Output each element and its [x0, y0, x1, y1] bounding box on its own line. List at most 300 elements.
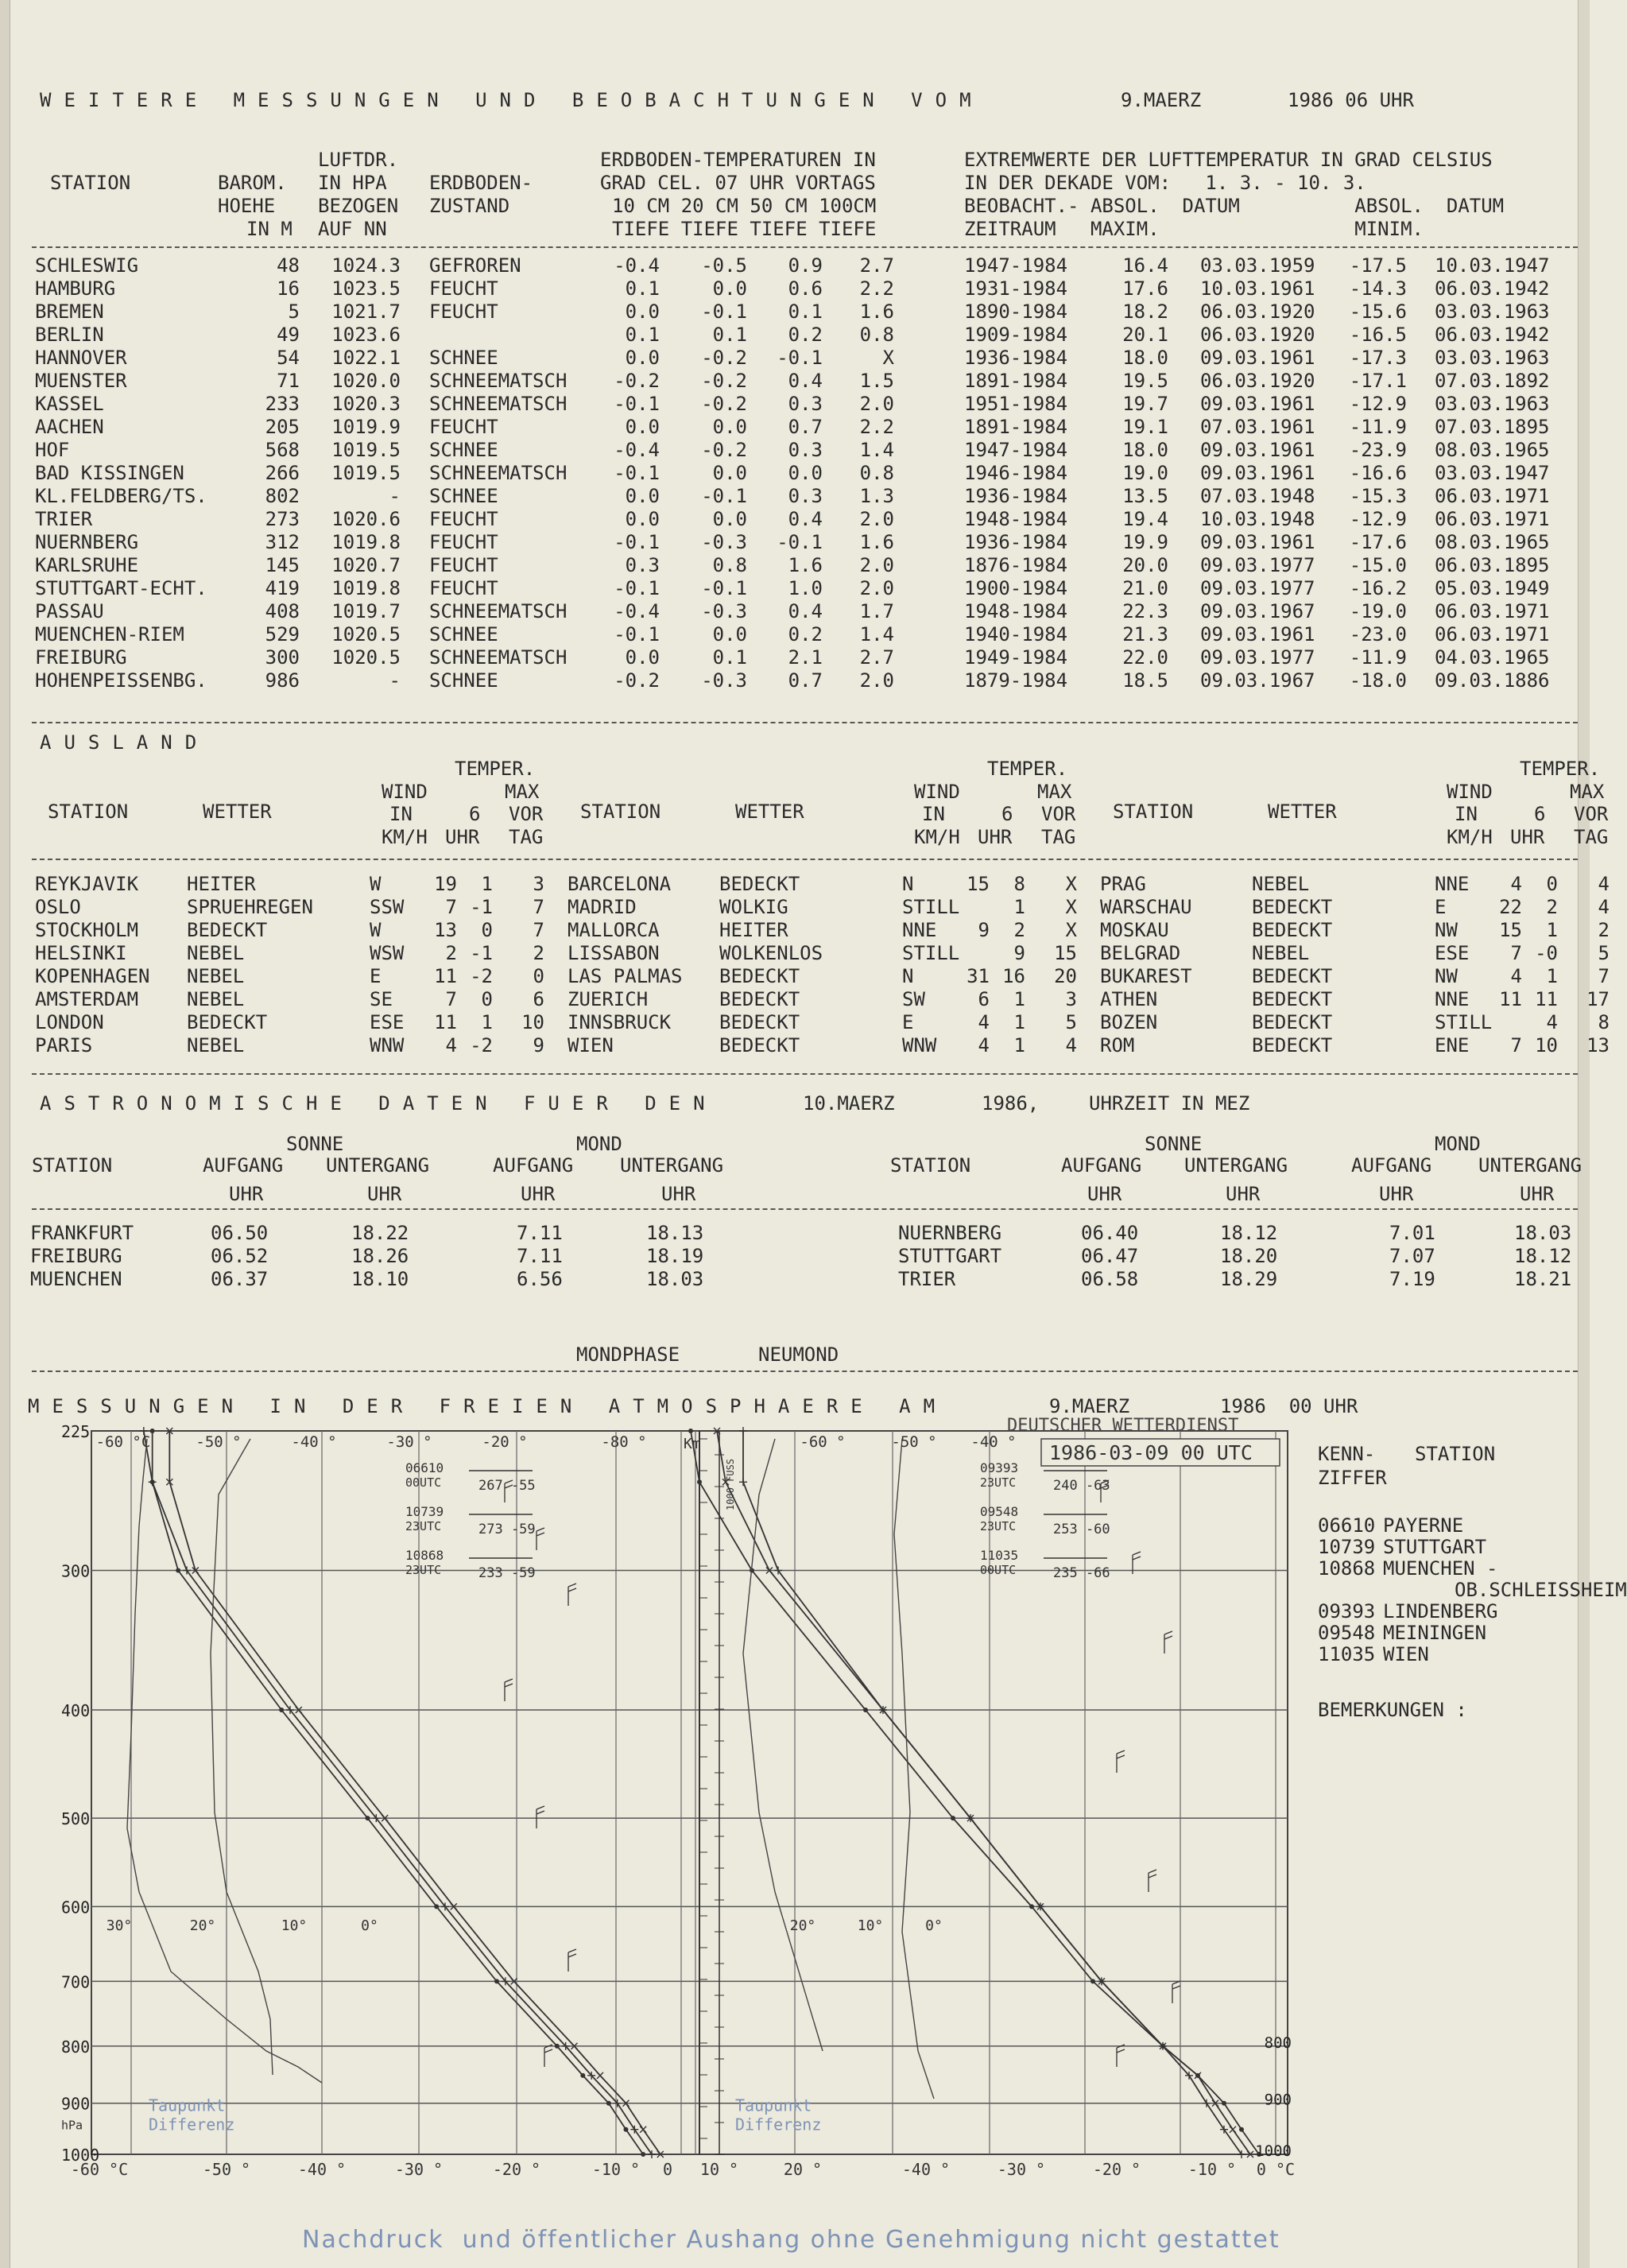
ausland-table — [24, 873, 1610, 1057]
max-temp-prev-day: 20 — [1054, 965, 1077, 987]
sunset: 18.29 — [1220, 1268, 1278, 1290]
wind-direction: WNW — [902, 1034, 937, 1056]
curve-point — [606, 2101, 611, 2106]
ground-state: SCHNEE — [429, 669, 498, 692]
weather: BEDECKT — [719, 988, 800, 1010]
table-row — [24, 1245, 1579, 1268]
max-temp-prev-day: 3 — [1065, 988, 1077, 1010]
wind-barb — [1117, 1750, 1125, 1773]
weather: BEDECKT — [1252, 919, 1333, 941]
air-pressure: 1020.7 — [331, 554, 401, 576]
foreign-station: WIEN — [568, 1034, 614, 1056]
max-temp-prev-day: 2 — [1598, 919, 1610, 941]
sunrise: 06.52 — [211, 1245, 269, 1267]
hdr-ext2: IN DER DEKADE VOM: 1. 3. - 10. 3. — [964, 172, 1366, 194]
abs-max: 18.0 — [1122, 439, 1168, 461]
hdr-aufgang: AUFGANG — [1351, 1154, 1432, 1177]
abs-max: 16.4 — [1122, 254, 1168, 277]
legend-utc: 00UTC — [980, 1563, 1017, 1577]
astro-station: FREIBURG — [30, 1245, 122, 1267]
hdr-tag: TAG — [509, 826, 544, 848]
foreign-station: BUKAREST — [1100, 965, 1192, 987]
soil-temp-10cm: -0.4 — [614, 600, 660, 622]
wind-direction: STILL — [1435, 1011, 1493, 1033]
abs-max: 18.0 — [1122, 347, 1168, 369]
temperature-top-label: -80 ° — [601, 1433, 647, 1451]
soil-temp-100cm: 2.2 — [859, 277, 894, 300]
curve-point — [1230, 2126, 1236, 2133]
soil-temp-100cm: 0.8 — [859, 324, 894, 346]
temperature-axis-label: -10 ° — [1187, 2160, 1237, 2179]
observation-period: 1948-1984 — [964, 600, 1068, 622]
astro-station: MUENCHEN — [30, 1268, 122, 1290]
hdr-station: STATION — [580, 801, 661, 823]
soil-temp-10cm: -0.1 — [614, 531, 660, 553]
abs-max: 19.4 — [1122, 508, 1168, 530]
pressure-label: 900 — [61, 2094, 91, 2114]
wind-speed: 6 — [978, 988, 990, 1010]
dewpoint-axis-label: 10° — [857, 1917, 884, 1935]
station-height: 145 — [265, 554, 300, 576]
abs-min-date: 05.03.1949 — [1435, 577, 1550, 599]
curve-point — [555, 2044, 560, 2049]
table-row — [24, 531, 1579, 554]
abs-min: -16.2 — [1349, 577, 1407, 599]
station-name: TRIER — [35, 508, 93, 530]
abs-max: 20.0 — [1122, 554, 1168, 576]
hdr-untergang: UNTERGANG — [1184, 1154, 1288, 1177]
table-row — [24, 508, 1579, 531]
legend-utc: 23UTC — [980, 1475, 1017, 1490]
temp-6uhr: -2 — [470, 1034, 493, 1056]
soil-temp-20cm: -0.3 — [701, 600, 747, 622]
soil-temp-50cm: 0.2 — [788, 324, 823, 346]
curve-point — [366, 1816, 370, 1820]
wind-speed: 4 — [978, 1011, 990, 1033]
wind-speed: 15 — [1499, 919, 1522, 941]
wind-barb — [1149, 1870, 1156, 1892]
hdr-erd2: GRAD CEL. 07 UHR VORTAGS — [600, 172, 876, 194]
hdr-kmh: KM/H — [1447, 826, 1493, 848]
legend-values: 235 -66 — [1053, 1565, 1110, 1581]
divider — [32, 1073, 1578, 1075]
divider — [32, 722, 1578, 723]
station-name: BERLIN — [35, 324, 104, 346]
abs-max-date: 07.03.1961 — [1200, 416, 1315, 438]
dewpoint-curve — [127, 1439, 322, 2083]
table-row — [24, 554, 1579, 577]
abs-max: 22.3 — [1122, 600, 1168, 622]
soil-temp-100cm: 0.8 — [859, 462, 894, 484]
sunrise: 06.37 — [211, 1268, 269, 1290]
hdr-ext3: BEOBACHT.- ABSOL. DATUM ABSOL. DATUM — [964, 195, 1505, 217]
observation-period: 1946-1984 — [964, 462, 1068, 484]
atmo-title: MESSUNGEN IN DER FREIEN ATMOSPHAERE AM — [28, 1395, 948, 1417]
abs-min: -11.9 — [1349, 416, 1407, 438]
astro-station: TRIER — [898, 1268, 956, 1290]
temp-6uhr: 1 — [1013, 1034, 1025, 1056]
wind-direction: SE — [370, 988, 393, 1010]
temperature-top-label: -20 ° — [482, 1433, 528, 1451]
sunrise: 06.40 — [1081, 1222, 1139, 1244]
sunset: 18.20 — [1220, 1245, 1278, 1267]
hdr-bezogen: BEZOGEN — [318, 195, 399, 217]
soil-temp-10cm: -0.4 — [614, 254, 660, 277]
air-pressure: 1019.5 — [331, 439, 401, 461]
station-name: MUENCHEN-RIEM — [35, 623, 184, 646]
soil-temp-100cm: 2.7 — [859, 646, 894, 669]
pressure-label: 300 — [61, 1561, 91, 1581]
soil-temp-20cm: -0.3 — [701, 669, 747, 692]
curve-point — [688, 1429, 693, 1433]
temp-6uhr: 16 — [1002, 965, 1025, 987]
observation-period: 1947-1984 — [964, 439, 1068, 461]
max-temp-prev-day: 8 — [1598, 1011, 1610, 1033]
soil-temp-10cm: -0.1 — [614, 623, 660, 646]
station-code-item — [1318, 1579, 1627, 1602]
station-name: BAD KISSINGEN — [35, 462, 184, 484]
abs-min-date: 03.03.1963 — [1435, 393, 1550, 415]
temperature-axis-label: -40 ° — [901, 2160, 951, 2179]
wind-direction: SW — [902, 988, 925, 1010]
soil-temp-100cm: X — [882, 347, 894, 369]
station-height: 205 — [265, 416, 300, 438]
wind-speed: 15 — [967, 873, 990, 895]
soil-temp-10cm: 0.0 — [625, 485, 660, 507]
abs-min: -23.9 — [1349, 439, 1407, 461]
wind-direction: N — [902, 873, 914, 895]
abs-max: 18.5 — [1122, 669, 1168, 692]
right-pressure-label: 900 — [1264, 2091, 1292, 2109]
taupunkt-label: Taupunkt — [149, 2095, 226, 2115]
moonrise: 7.19 — [1389, 1268, 1435, 1290]
hdr-temper: TEMPER. — [455, 758, 536, 780]
hdr-temper: TEMPER. — [1520, 758, 1601, 780]
astro-title: ASTRONOMISCHE DATEN FUER DEN — [40, 1092, 718, 1115]
printout-sheet — [24, 0, 1627, 2268]
hdr-untergang: UNTERGANG — [1478, 1154, 1582, 1177]
abs-max-date: 06.03.1920 — [1200, 370, 1315, 392]
abs-min: -23.0 — [1349, 623, 1407, 646]
foreign-station: LONDON — [35, 1011, 104, 1033]
soil-temp-10cm: 0.0 — [625, 646, 660, 669]
soil-temp-20cm: -0.1 — [701, 485, 747, 507]
table-row — [24, 300, 1579, 324]
legend-station-id: 10739 — [405, 1504, 444, 1519]
table-row — [24, 965, 1610, 988]
weather: BEDECKT — [1252, 896, 1333, 918]
foreign-station: ATHEN — [1100, 988, 1158, 1010]
soil-temp-20cm: 0.0 — [712, 508, 747, 530]
astro-station: FRANKFURT — [30, 1222, 134, 1244]
max-temp-prev-day: X — [1065, 873, 1077, 895]
hdr-aufgang: AUFGANG — [1061, 1154, 1142, 1177]
table-row — [24, 896, 1610, 919]
air-pressure: 1020.5 — [331, 623, 401, 646]
station-name: MUENSTER — [35, 370, 127, 392]
table-row — [24, 600, 1579, 623]
table-row — [24, 669, 1579, 692]
foreign-station: LISSABON — [568, 942, 660, 964]
temp-6uhr: 2 — [1546, 896, 1558, 918]
table-row — [24, 646, 1579, 669]
astro-station: NUERNBERG — [898, 1222, 1002, 1244]
moonrise: 7.11 — [517, 1245, 563, 1267]
foreign-station: MOSKAU — [1100, 919, 1169, 941]
station-code: 06610 — [1318, 1514, 1376, 1537]
moonrise: 7.07 — [1389, 1245, 1435, 1267]
weather: BEDECKT — [719, 965, 800, 987]
table-row — [24, 1268, 1579, 1291]
abs-max-date: 09.03.1961 — [1200, 439, 1315, 461]
curve-point — [1029, 1904, 1034, 1909]
dewpoint-axis-label: 20° — [789, 1917, 816, 1935]
max-temp-prev-day: 17 — [1586, 988, 1610, 1010]
hdr-erd3: 10 CM 20 CM 50 CM 100CM — [612, 195, 877, 217]
soil-temp-20cm: 0.0 — [712, 416, 747, 438]
temperature-axis-label: -20 ° — [1092, 2160, 1141, 2179]
observation-period: 1909-1984 — [964, 324, 1068, 346]
sunrise: 06.47 — [1081, 1245, 1139, 1267]
taupunkt-label: Differenz — [735, 2115, 822, 2134]
hdr-uhr: UHR — [1510, 826, 1545, 848]
temp-6uhr: 1 — [481, 1011, 493, 1033]
pressure-label: 500 — [61, 1809, 91, 1829]
curve-point — [640, 2126, 646, 2133]
hdr-station: STATION — [890, 1154, 971, 1177]
station-name: PASSAU — [35, 600, 104, 622]
legend-station-id: 09548 — [980, 1504, 1019, 1519]
air-pressure: 1019.7 — [331, 600, 401, 622]
hdr-max: MAX — [505, 781, 540, 803]
weather: BEDECKT — [187, 919, 268, 941]
legend-utc: 00UTC — [405, 1475, 442, 1490]
air-pressure: 1019.9 — [331, 416, 401, 438]
air-pressure: 1020.3 — [331, 393, 401, 415]
wind-direction: NNE — [1435, 988, 1470, 1010]
ground-state: FEUCHT — [429, 277, 498, 300]
wind-speed: 2 — [445, 942, 457, 964]
wind-speed: 4 — [445, 1034, 457, 1056]
station-code: 10868 — [1318, 1557, 1376, 1580]
wind-barb — [1117, 2045, 1125, 2067]
foreign-station: BELGRAD — [1100, 942, 1181, 964]
station-name: HOHENPEISSENBG. — [35, 669, 207, 692]
abs-max-date: 09.03.1977 — [1200, 646, 1315, 669]
curve-point — [279, 1708, 284, 1712]
astro-year: 1986, — [982, 1092, 1040, 1115]
wind-speed: 4 — [978, 1034, 990, 1056]
temperature-axis-label: -40 ° — [297, 2160, 347, 2179]
curve-point — [739, 1427, 747, 1435]
curve-point — [434, 1904, 439, 1909]
wind-direction: N — [902, 965, 914, 987]
soil-temp-100cm: 1.5 — [859, 370, 894, 392]
abs-min-date: 03.03.1947 — [1435, 462, 1550, 484]
pressure-label: 400 — [61, 1701, 91, 1721]
station-name: NUERNBERG — [35, 531, 139, 553]
hdr-inhpa: IN HPA — [318, 172, 387, 194]
hdr-sonne: SONNE — [1145, 1133, 1203, 1155]
weather: SPRUEHREGEN — [187, 896, 313, 918]
air-pressure: 1019.8 — [331, 577, 401, 599]
mondphase-value: NEUMOND — [758, 1343, 839, 1366]
moonset: 18.03 — [646, 1268, 704, 1290]
observation-period: 1940-1984 — [964, 623, 1068, 646]
abs-max-date: 03.03.1959 — [1200, 254, 1315, 277]
table-row — [24, 873, 1610, 896]
temp-6uhr: 0 — [481, 919, 493, 941]
temperature-axis-label: 10 ° — [699, 2160, 739, 2179]
km-label: Km — [684, 1436, 701, 1452]
max-temp-prev-day: 2 — [533, 942, 544, 964]
station-name: BREMEN — [35, 300, 104, 323]
wind-direction: SSW — [370, 896, 405, 918]
hdr-wind: WIND — [1447, 781, 1493, 803]
hdr-uhr: UHR — [1379, 1183, 1414, 1205]
soil-temp-10cm: -0.1 — [614, 393, 660, 415]
station-height: 266 — [265, 462, 300, 484]
fuss-label: 1000 FUSS — [725, 1458, 736, 1510]
soil-temp-100cm: 2.2 — [859, 416, 894, 438]
station-code-item — [1318, 1643, 1429, 1666]
station-height: 233 — [265, 393, 300, 415]
curve-point — [739, 1478, 747, 1486]
pressure-label: 225 — [61, 1422, 91, 1441]
weather: BEDECKT — [1252, 1011, 1333, 1033]
soil-temp-20cm: -0.1 — [701, 300, 747, 323]
soil-temp-100cm: 2.7 — [859, 254, 894, 277]
abs-min-date: 08.03.1965 — [1435, 531, 1550, 553]
ausland-title: AUSLAND — [40, 731, 210, 754]
wind-barb — [1172, 1981, 1180, 2003]
temp-6uhr: 1 — [1546, 919, 1558, 941]
table-row — [24, 1011, 1610, 1034]
weather: BEDECKT — [1252, 988, 1333, 1010]
moonset: 18.03 — [1514, 1222, 1572, 1244]
observation-period: 1936-1984 — [964, 347, 1068, 369]
abs-min-date: 10.03.1947 — [1435, 254, 1550, 277]
soil-temp-100cm: 1.6 — [859, 300, 894, 323]
legend-station-id: 10868 — [405, 1548, 444, 1563]
abs-max: 20.1 — [1122, 324, 1168, 346]
ground-state: FEUCHT — [429, 508, 498, 530]
abs-max-date: 09.03.1961 — [1200, 623, 1315, 646]
temperature-top-label: -30 ° — [386, 1433, 432, 1451]
air-pressure: - — [389, 669, 401, 692]
astro-table — [24, 1222, 1579, 1291]
ground-state: FEUCHT — [429, 531, 498, 553]
abs-max: 19.9 — [1122, 531, 1168, 553]
soil-temp-20cm: 0.1 — [712, 324, 747, 346]
station-name: HAMBURG — [35, 277, 116, 300]
ground-state: FEUCHT — [429, 554, 498, 576]
abs-max-date: 09.03.1977 — [1200, 554, 1315, 576]
divider — [32, 1208, 1578, 1210]
air-pressure: 1023.5 — [331, 277, 401, 300]
sunset: 18.22 — [351, 1222, 409, 1244]
weather: BEDECKT — [719, 873, 800, 895]
observation-period: 1890-1984 — [964, 300, 1068, 323]
abs-min-date: 07.03.1892 — [1435, 370, 1550, 392]
wind-direction: ENE — [1435, 1034, 1470, 1056]
sunrise: 06.50 — [211, 1222, 269, 1244]
station-code: 09548 — [1318, 1622, 1376, 1644]
wind-direction: WNW — [370, 1034, 405, 1056]
hdr-untergang: UNTERGANG — [326, 1154, 430, 1177]
soil-temp-50cm: -0.1 — [777, 347, 823, 369]
air-pressure: 1019.5 — [331, 462, 401, 484]
air-pressure: 1023.6 — [331, 324, 401, 346]
foreign-station: LAS PALMAS — [568, 965, 683, 987]
foreign-station: INNSBRUCK — [568, 1011, 672, 1033]
dewpoint-curve — [211, 1439, 273, 2075]
soil-temp-100cm: 2.0 — [859, 669, 894, 692]
curve-point — [580, 2073, 585, 2078]
air-pressure: 1021.7 — [331, 300, 401, 323]
abs-max: 19.1 — [1122, 416, 1168, 438]
wind-speed: 11 — [1499, 988, 1522, 1010]
chart-date: 1986-03-09 00 UTC — [1049, 1441, 1253, 1464]
hdr-wind: WIND — [914, 781, 960, 803]
table-row — [24, 439, 1579, 462]
hdr-ext1: EXTREMWERTE DER LUFTTEMPERATUR IN GRAD CELSIUS — [964, 149, 1493, 171]
hdr-vor: VOR — [1041, 803, 1076, 825]
station-name: STUTTGART — [1383, 1536, 1487, 1558]
hdr-uhr: UHR — [661, 1183, 696, 1205]
moonset: 18.13 — [646, 1222, 704, 1244]
station-code: 09393 — [1318, 1600, 1376, 1622]
hdr-uhr: UHR — [229, 1183, 264, 1205]
soil-temp-50cm: 2.1 — [788, 646, 823, 669]
temp-6uhr: 10 — [1535, 1034, 1558, 1056]
pressure-label: 1000 — [61, 2146, 100, 2165]
weather: BEDECKT — [719, 1034, 800, 1056]
ground-state: SCHNEEMATSCH — [429, 646, 568, 669]
curve-point — [1222, 2101, 1226, 2106]
foreign-station: WARSCHAU — [1100, 896, 1192, 918]
temp-6uhr: -1 — [470, 896, 493, 918]
abs-min-date: 03.03.1963 — [1435, 347, 1550, 369]
hdr-uhr: UHR — [978, 826, 1013, 848]
foreign-station: MADRID — [568, 896, 637, 918]
divider — [32, 246, 1578, 248]
station-name: WIEN — [1383, 1643, 1429, 1665]
max-temp-prev-day: X — [1065, 919, 1077, 941]
temperature-axis-label: 20 ° — [783, 2160, 823, 2179]
temp-6uhr: 11 — [1535, 988, 1558, 1010]
abs-min: -15.3 — [1349, 485, 1407, 507]
table-row — [24, 370, 1579, 393]
wind-direction: ESE — [1435, 942, 1470, 964]
table-row — [24, 919, 1610, 942]
station-height: 5 — [288, 300, 300, 323]
curve-point — [863, 1708, 868, 1712]
soil-temp-10cm: 0.3 — [625, 554, 660, 576]
soil-temp-50cm: 0.9 — [788, 254, 823, 277]
wind-speed: 4 — [1510, 965, 1522, 987]
temperature-axis-label: -30 ° — [997, 2160, 1046, 2179]
weather: NEBEL — [187, 1034, 245, 1056]
sunrise: 06.58 — [1081, 1268, 1139, 1290]
wind-barb — [537, 1528, 544, 1550]
station-name: AACHEN — [35, 416, 104, 438]
wind-barb — [505, 1679, 513, 1701]
station-name: KASSEL — [35, 393, 104, 415]
temp-6uhr: 1 — [1013, 988, 1025, 1010]
wind-speed: 7 — [445, 896, 457, 918]
max-temp-prev-day: 7 — [533, 896, 544, 918]
